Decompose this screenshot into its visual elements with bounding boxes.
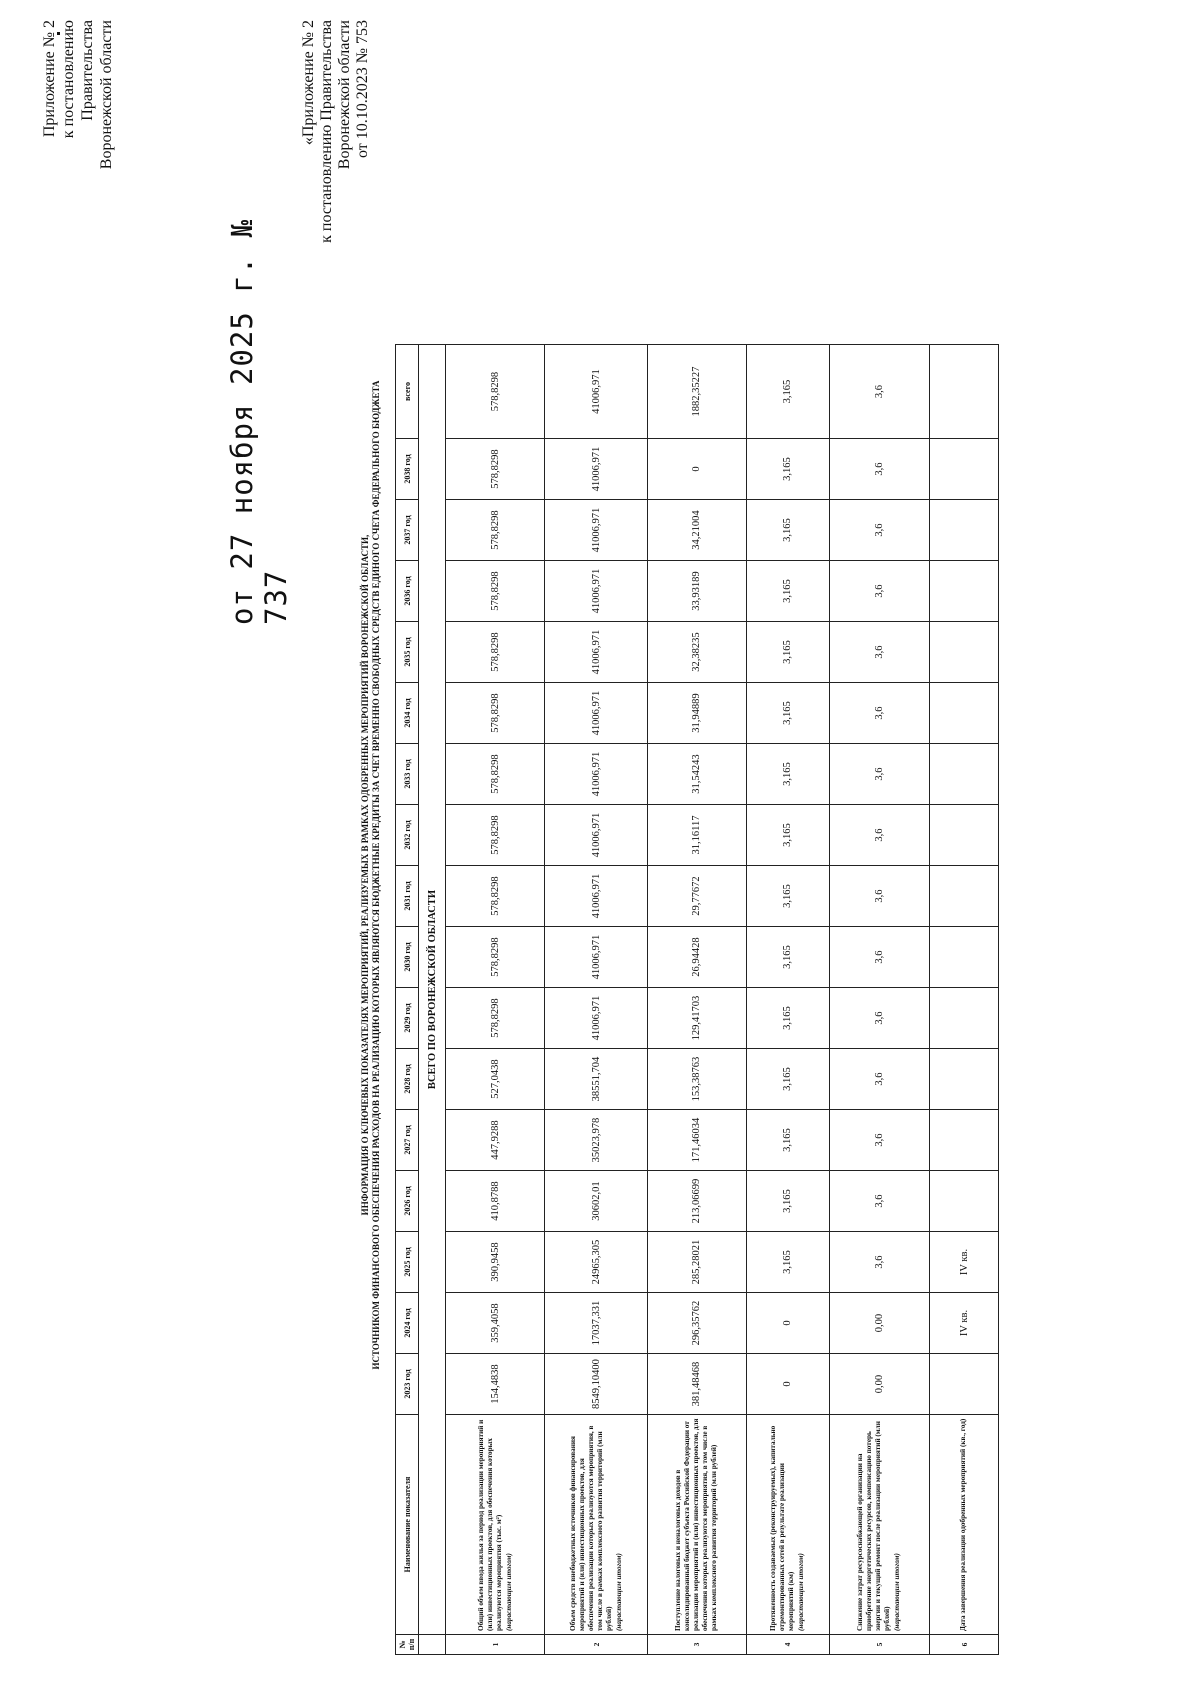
table-header-row [396,345,419,1655]
year-value-cell: 3,6 [829,1049,930,1110]
year-value-cell: 296,35762 [647,1293,746,1354]
title-line-1: ИНФОРМАЦИЯ О КЛЮЧЕВЫХ ПОКАЗАТЕЛЯХ МЕРОПРИЯТИЙ, РЕАЛИЗУЕМЫХ В РАМКАХ ОДОБРЕННЫХ МЕРОПРИЯТИЙ ВОРОНЕЖСКОЙ ОБЛАСТИ, [360,534,370,1216]
indicator-name-cell [545,1415,648,1635]
year-value-cell: 3,165 [746,1232,829,1293]
year-value-cell: 35023,978 [545,1110,648,1171]
year-value-cell: 129,41703 [647,988,746,1049]
year-value-cell: 171,46034 [647,1110,746,1171]
header-year: 2028 год [396,1049,419,1110]
total-value-cell: 3,6 [829,345,930,439]
year-value-cell: 3,6 [829,1110,930,1171]
year-value-cell: 3,6 [829,1171,930,1232]
section-blank [419,1635,446,1655]
row-number: 2 [545,1635,648,1655]
year-value-cell: 410,8788 [446,1171,545,1232]
indicator-unit: (нарастающим итогом) [504,1553,513,1631]
indicator-name-cell [746,1415,829,1635]
year-value-cell: 3,6 [829,744,930,805]
indicator-name-cell [930,1415,999,1635]
year-value-cell: 41006,971 [545,805,648,866]
table-row [829,345,930,1655]
header-year: 2033 год [396,744,419,805]
year-value-cell: 3,165 [746,683,829,744]
year-value-cell: 31,54243 [647,744,746,805]
year-value-cell: IV кв. [930,1232,999,1293]
year-value-cell: 285,28021 [647,1232,746,1293]
year-value-cell: 447,9288 [446,1110,545,1171]
header-year: 2032 год [396,805,419,866]
year-value-cell: 578,8298 [446,500,545,561]
year-value-cell: 0,00 [829,1293,930,1354]
year-value-cell: 41006,971 [545,622,648,683]
year-value-cell: 30602,01 [545,1171,648,1232]
year-value-cell: 3,6 [829,927,930,988]
total-value-cell: 41006,971 [545,345,648,439]
year-value-cell: 578,8298 [446,988,545,1049]
year-value-cell: 3,6 [829,561,930,622]
indicators-table [395,344,999,1655]
year-value-cell: 41006,971 [545,988,648,1049]
year-value-cell: 41006,971 [545,744,648,805]
year-value-cell: 3,6 [829,439,930,500]
year-value-cell: 3,6 [829,866,930,927]
year-value-cell: 31,16117 [647,805,746,866]
header-year: 2036 год [396,561,419,622]
year-value-cell [930,1049,999,1110]
year-value-cell: 0 [647,439,746,500]
year-value-cell [930,622,999,683]
total-value-cell: 3,165 [746,345,829,439]
year-value-cell: 3,165 [746,1049,829,1110]
row-number: 4 [746,1635,829,1655]
indicator-name-cell [829,1415,930,1635]
year-value-cell: 41006,971 [545,561,648,622]
year-value-cell [930,744,999,805]
table-row [930,345,999,1655]
year-value-cell: IV кв. [930,1293,999,1354]
year-value-cell: 3,165 [746,866,829,927]
year-value-cell: 3,165 [746,744,829,805]
indicator-name-cell [446,1415,545,1635]
indicator-name-cell [647,1415,746,1635]
year-value-cell: 527,0438 [446,1049,545,1110]
annex-line-2: к постановлению Правительства [60,20,96,139]
date-stamp: от 27 ноября 2025 г. № 737 [225,218,293,625]
header-year: 2025 год [396,1232,419,1293]
total-value-cell: 578,8298 [446,345,545,439]
year-value-cell: 578,8298 [446,622,545,683]
year-value-cell [930,561,999,622]
header-year: 2035 год [396,622,419,683]
year-value-cell: 578,8298 [446,744,545,805]
indicator-name: Снижение затрат ресурсоснабжающей организации на приобретение энергетических ресурсов, компенсацию потерь энергии и текущий ремонт после реализации мероприятий (млн рублей) [856,1421,892,1631]
header-year: 2037 год [396,500,419,561]
year-value-cell: 3,165 [746,805,829,866]
year-value-cell: 0 [746,1354,829,1415]
prev-annex-line-2: к постановлению Правительства Воронежской области [318,20,353,243]
year-value-cell: 32,38235 [647,622,746,683]
table-row [545,345,648,1655]
year-value-cell: 3,165 [746,988,829,1049]
year-value-cell [930,805,999,866]
annex-line-1: Приложение № 2 [41,20,58,138]
header-year: 2023 год [396,1354,419,1415]
section-row [419,345,446,1655]
indicator-name: Поступление налоговых и неналоговых доходов в консолидированный бюджет субъекта Российской Федерации от реализации мероприятий и (или) инвестиционных проектов, для обеспечения которых реализуются мероприятия, в том числе в рамках комплексного развития территорий (млн рублей) [673,1418,718,1631]
year-value-cell: 578,8298 [446,561,545,622]
header-year: 2027 год [396,1110,419,1171]
header-year: 2026 год [396,1171,419,1232]
indicator-name: Объем средств внебюджетных источников финансирования мероприятий и (или) инвестиционных проектов, для обеспечения реализации которых реализуются мероприятия, в том числе в рамках комплексного развития территорий (млн рублей) [568,1425,613,1631]
section-title: ВСЕГО ПО ВОРОНЕЖСКОЙ ОБЛАСТИ [419,345,446,1635]
year-value-cell: 0,00 [829,1354,930,1415]
year-value-cell: 41006,971 [545,927,648,988]
year-value-cell [930,1171,999,1232]
year-value-cell: 3,6 [829,683,930,744]
year-value-cell: 24965,305 [545,1232,648,1293]
header-year: 2038 год [396,439,419,500]
table-row [647,345,746,1655]
header-year: 2030 год [396,927,419,988]
year-value-cell: 8549,10400 [545,1354,648,1415]
year-value-cell: 34,21004 [647,500,746,561]
year-value-cell: 33,93189 [647,561,746,622]
header-year: 2024 год [396,1293,419,1354]
year-value-cell: 3,165 [746,439,829,500]
year-value-cell [930,439,999,500]
row-number: 1 [446,1635,545,1655]
year-value-cell: 3,165 [746,561,829,622]
title-line-2: ИСТОЧНИКОМ ФИНАНСОВОГО ОБЕСПЕЧЕНИЯ РАСХОДОВ НА РЕАЛИЗАЦИЮ КОТОРЫХ ЯВЛЯЮТСЯ БЮДЖЕТНЫЕ КРЕДИТЫ ЗА СЧЕТ ВРЕМЕННО СВОБОДНЫХ СРЕДСТВ ЕДИНОГО СЧЕТА ФЕДЕРАЛЬНОГО БЮДЖЕТА [371,380,381,1370]
row-number: 3 [647,1635,746,1655]
year-value-cell: 578,8298 [446,927,545,988]
year-value-cell: 3,6 [829,988,930,1049]
indicator-unit: (нарастающим итогом) [797,1553,806,1631]
annex-header [40,20,116,220]
indicator-name: Протяженность создаваемых (реконструируемых), капитально отремонтированных сетей в результате реализации мероприятий (км) [769,1425,796,1631]
year-value-cell: 578,8298 [446,866,545,927]
header-year: 2029 год [396,988,419,1049]
header-num: № п/п [396,1635,419,1655]
annex-line-3: Воронежской области [98,20,115,170]
year-value-cell: 3,165 [746,1171,829,1232]
year-value-cell: 41006,971 [545,683,648,744]
prev-annex-line-1: «Приложение № 2 [300,20,317,146]
header-name: Наименование показателя [396,1415,419,1635]
year-value-cell: 3,165 [746,622,829,683]
year-value-cell: 26,94428 [647,927,746,988]
indicator-unit: (нарастающим итогом) [614,1553,623,1631]
table-row [446,345,545,1655]
year-value-cell: 31,94889 [647,683,746,744]
year-value-cell: 381,48468 [647,1354,746,1415]
year-value-cell [930,1354,999,1415]
year-value-cell: 0 [746,1293,829,1354]
year-value-cell: 153,38763 [647,1049,746,1110]
year-value-cell: 390,9458 [446,1232,545,1293]
header-total: всего [396,345,419,439]
indicator-name: Общий объем ввода жилья за период реализации мероприятий и (или) инвестиционных проектов, для обеспечения которых реализуются мероприятия (тыс. м²) [476,1419,503,1631]
year-value-cell [930,988,999,1049]
year-value-cell: 578,8298 [446,683,545,744]
prev-annex-line-3: от 10.10.2023 № 753 [354,20,371,159]
year-value-cell: 3,165 [746,927,829,988]
year-value-cell: 359,4058 [446,1293,545,1354]
year-value-cell: 38551,704 [545,1049,648,1110]
indicator-unit: (нарастающим итогом) [893,1553,902,1631]
year-value-cell: 3,6 [829,805,930,866]
indicator-name: Дата завершения реализации одобренных мероприятий (кв., год) [959,1418,968,1631]
year-value-cell: 3,165 [746,500,829,561]
year-value-cell [930,500,999,561]
row-number: 5 [829,1635,930,1655]
document-title [360,375,382,1375]
total-value-cell [930,345,999,439]
year-value-cell: 29,77672 [647,866,746,927]
year-value-cell: 3,165 [746,1110,829,1171]
table-row [746,345,829,1655]
year-value-cell: 578,8298 [446,805,545,866]
year-value-cell: 17037,331 [545,1293,648,1354]
year-value-cell [930,927,999,988]
year-value-cell: 154,4838 [446,1354,545,1415]
header-year: 2031 год [396,866,419,927]
year-value-cell [930,866,999,927]
year-value-cell: 578,8298 [446,439,545,500]
year-value-cell: 41006,971 [545,866,648,927]
year-value-cell: 41006,971 [545,439,648,500]
year-value-cell [930,683,999,744]
row-number: 6 [930,1635,999,1655]
total-value-cell: 1882,35227 [647,345,746,439]
year-value-cell: 3,6 [829,1232,930,1293]
previous-annex-header [300,20,372,300]
year-value-cell: 3,6 [829,500,930,561]
year-value-cell [930,1110,999,1171]
header-year: 2034 год [396,683,419,744]
year-value-cell: 3,6 [829,622,930,683]
year-value-cell: 213,06699 [647,1171,746,1232]
year-value-cell: 41006,971 [545,500,648,561]
